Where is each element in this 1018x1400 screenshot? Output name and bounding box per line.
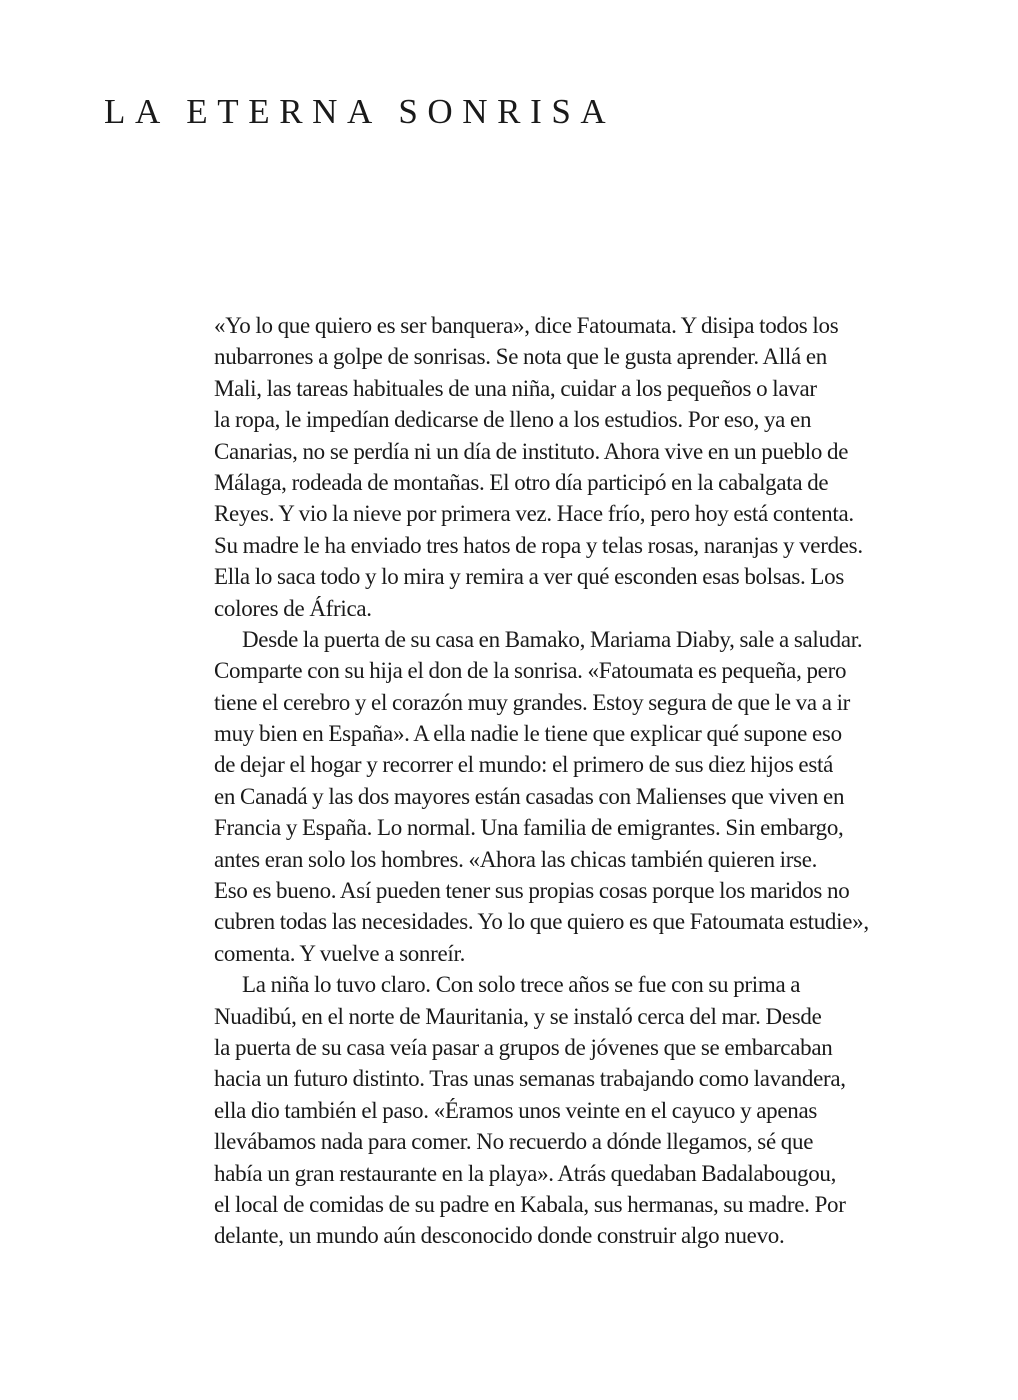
text-line: muy bien en España». A ella nadie le tiene que explicar qué supone eso [214,721,842,747]
text-line: tiene el cerebro y el corazón muy grandes. Estoy segura de que le va a ir [214,689,851,715]
text-line: Ella lo saca todo y lo mira y remira a ver qué esconden esas bolsas. Los [214,564,845,590]
text-line: «Yo lo que quiero es ser banquera», dice Fatoumata. Y disipa todos los [214,313,839,338]
text-line: la ropa, le impedían dedicarse de lleno a los estudios. Por eso, ya en [214,407,812,433]
text-line: Reyes. Y vio la nieve por primera vez. Hace frío, pero hoy está contenta. [214,501,854,527]
text-line: Mali, las tareas habituales de una niña, cuidar a los pequeños o lavar [214,375,817,401]
text-line: había un gran restaurante en la playa». Atrás quedaban Badalabougou, [214,1160,837,1186]
text-line: Comparte con su hija el don de la sonrisa. «Fatoumata es pequeña, pero [214,658,847,684]
text-line: de dejar el hogar y recorrer el mundo: el primero de sus diez hijos está [214,752,833,778]
text-line: Málaga, rodeada de montañas. El otro día participó en la cabalgata de [214,469,829,495]
text-line: Canarias, no se perdía ni un día de instituto. Ahora vive en un pueblo de [214,438,849,464]
text-line: comenta. Y vuelve a sonreír. [214,940,466,966]
text-line: cubren todas las necesidades. Yo lo que quiero es que Fatoumata estudie», [214,909,869,935]
paragraph [214,624,974,969]
text-line: el local de comidas de su padre en Kabala, sus hermanas, su madre. Por [214,1191,846,1217]
text-line: colores de África. [214,595,372,621]
text-line: llevábamos nada para comer. No recuerdo a dónde llegamos, sé que [214,1129,814,1155]
text-line: nubarrones a golpe de sonrisas. Se nota que le gusta aprender. Allá en [214,344,827,370]
text-line: Desde la puerta de su casa en Bamako, Mariama Diaby, sale a saludar. [242,626,863,652]
paragraph [214,310,974,624]
text-line: la puerta de su casa veía pasar a grupos de jóvenes que se embarcaban [214,1034,833,1060]
text-line: ella dio también el paso. «Éramos unos veinte en el cayuco y apenas [214,1097,817,1123]
text-line: en Canadá y las dos mayores están casadas con Malienses que viven en [214,783,845,809]
body-text [214,310,974,1252]
text-line: hacia un futuro distinto. Tras unas semanas trabajando como lavandera, [214,1066,846,1092]
paragraph [214,969,974,1252]
text-line: La niña lo tuvo claro. Con solo trece años se fue con su prima a [242,972,801,998]
text-line: delante, un mundo aún desconocido donde construir algo nuevo. [214,1223,785,1249]
text-line: antes eran solo los hombres. «Ahora las chicas también quieren irse. [214,846,818,872]
text-line: Su madre le ha enviado tres hatos de ropa y telas rosas, naranjas y verdes. [214,532,863,558]
text-line: Nuadibú, en el norte de Mauritania, y se instaló cerca del mar. Desde [214,1003,822,1029]
text-line: Eso es bueno. Así pueden tener sus propias cosas porque los maridos no [214,878,850,904]
text-line: Francia y España. Lo normal. Una familia de emigrantes. Sin embargo, [214,815,844,841]
page-title: LA ETERNA SONRISA [104,92,616,131]
